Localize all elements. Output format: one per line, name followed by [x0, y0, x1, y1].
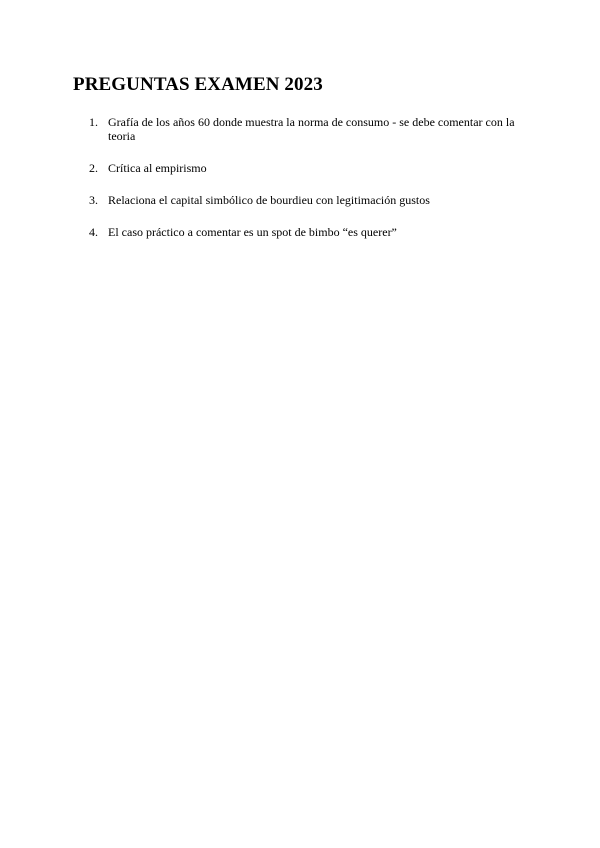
question-item [85, 225, 535, 239]
question-item [85, 193, 535, 207]
question-text: Relaciona el capital simbólico de bourdieu con legitimación gustos [108, 193, 430, 207]
question-list [85, 115, 535, 257]
question-item [85, 115, 535, 143]
question-text: Crítica al empirismo [108, 161, 207, 175]
question-item [85, 161, 535, 175]
question-number: 4. [89, 225, 98, 239]
question-number: 3. [89, 193, 98, 207]
question-number: 1. [89, 115, 98, 129]
question-text: El caso práctico a comentar es un spot de bimbo “es querer” [108, 225, 397, 239]
document-title: PREGUNTAS EXAMEN 2023 [73, 74, 323, 95]
question-number: 2. [89, 161, 98, 175]
question-text: Grafía de los años 60 donde muestra la norma de consumo - se debe comentar con la teoria [108, 115, 515, 143]
